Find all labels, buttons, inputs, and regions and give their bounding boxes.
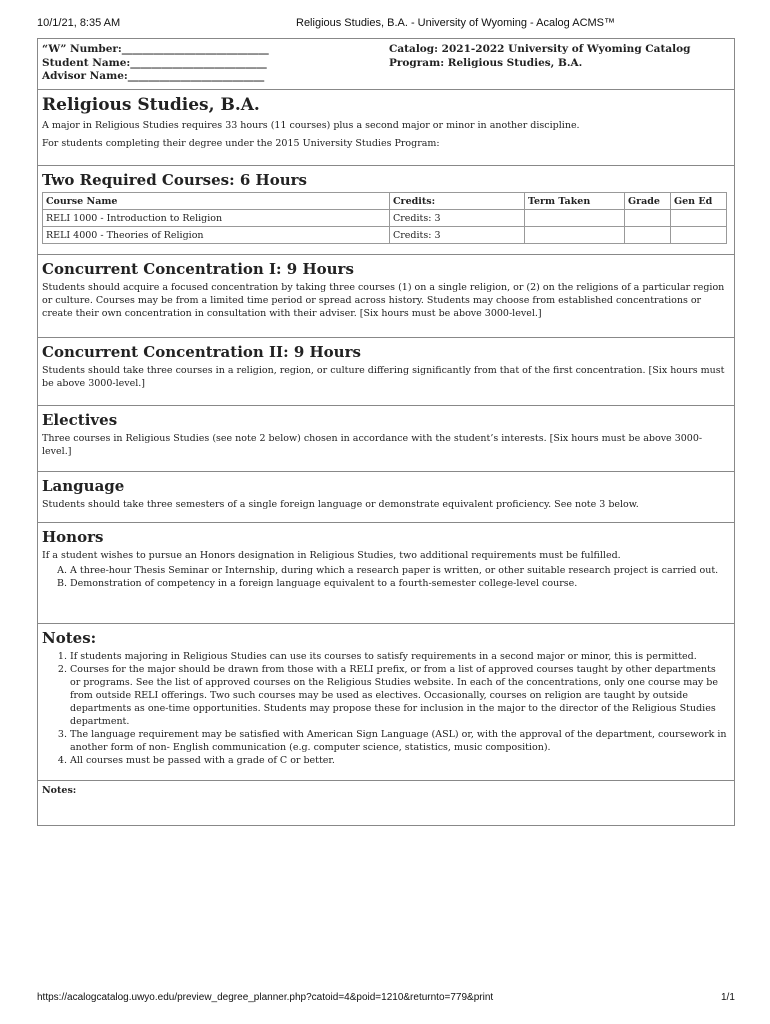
concentration-1-title: Concurrent Concentration I: 9 Hours — [42, 260, 354, 278]
electives-text: Three courses in Religious Studies (see note 2 below) chosen in accordance with the student’s interests. [Six hours must be above 3000-level.] — [42, 433, 703, 457]
print-datetime: 10/1/21, 8:35 AM — [37, 17, 121, 29]
honors-requirements-list — [42, 564, 729, 590]
program-label: Program: Religious Studies, B.A. — [389, 56, 583, 69]
grade-cell — [625, 227, 671, 244]
list-item: 2. Courses for the major should be drawn from those with a RELI prefix, or from a list of approved courses taught by other departments or programs. See the list of approved courses on the Religious Studies website. In each of the concentrations, only one course may be from outside RELI offerings. Two such courses may be used as electives. Occasionally, courses on religion are taught by outside departments as one-time opportunities. Students may propose these for inclusion in the major to the director of the Religious Studies department. — [70, 663, 729, 728]
term-taken-cell — [525, 227, 625, 244]
gen-ed-cell — [671, 227, 727, 244]
concentration-2-text: Students should take three courses in a religion, region, or culture differing significantly from that of the first concentration. [Six hours must be above 3000-level.] — [42, 365, 725, 389]
credits-cell: Credits: 3 — [390, 210, 525, 227]
col-course-name: Course Name — [43, 193, 390, 210]
language-title: Language — [42, 477, 125, 495]
honors-text: If a student wishes to pursue an Honors designation in Religious Studies, two additional requirements must be fulfilled. — [42, 550, 621, 561]
intro-text: A major in Religious Studies requires 33 hours (11 courses) plus a second major or minor in another discipline. — [42, 120, 580, 131]
grade-cell — [625, 210, 671, 227]
w-number-field: “W” Number:____________________________ — [42, 43, 269, 55]
intro-usp-text: For students completing their degree under the 2015 University Studies Program: — [42, 138, 440, 149]
honors-section — [38, 528, 734, 624]
student-info-section — [38, 39, 734, 90]
col-gen-ed: Gen Ed — [671, 193, 727, 210]
required-courses-title: Two Required Courses: 6 Hours — [42, 171, 307, 189]
honors-title: Honors — [42, 528, 104, 546]
col-grade: Grade — [625, 193, 671, 210]
language-text: Students should take three semesters of a single foreign language or demonstrate equivalent proficiency. See note 3 below. — [42, 499, 639, 510]
credits-cell: Credits: 3 — [390, 227, 525, 244]
required-courses-section — [38, 171, 734, 255]
language-section — [38, 477, 734, 523]
list-item: 4. All courses must be passed with a grade of C or better. — [70, 754, 729, 767]
col-term-taken: Term Taken — [525, 193, 625, 210]
concentration-2-section — [38, 343, 734, 406]
student-name-field: Student Name:__________________________ — [42, 56, 267, 69]
concentration-1-section — [38, 260, 734, 338]
program-title: Religious Studies, B.A. — [42, 95, 260, 115]
print-page-number: 1/1 — [721, 992, 735, 1003]
gen-ed-cell — [671, 210, 727, 227]
print-page-title: Religious Studies, B.A. - University of Wyoming - Acalog ACMS™ — [296, 17, 616, 29]
notes-box — [38, 781, 734, 867]
concentration-1-text: Students should acquire a focused concentration by taking three courses (1) on a single religion, or (2) on the religions of a particular region or culture. Courses may be from a limited time period or spread across history. Students may choose from established concentrations or create their own concentration in consultation with their adviser. [Six hours must be above 3000-level.] — [42, 282, 725, 319]
electives-title: Electives — [42, 411, 118, 429]
term-taken-cell — [525, 210, 625, 227]
required-courses-table — [42, 192, 727, 244]
course-name-cell: RELI 4000 - Theories of Religion — [43, 227, 390, 244]
list-item: 3. The language requirement may be satisfied with American Sign Language (ASL) or, with the approval of the department, coursework in another form of non- English communication (e.g. computer science, statistics, music composition). — [70, 728, 729, 754]
intro-section — [38, 95, 734, 166]
advisor-name-field: Advisor Name:__________________________ — [42, 70, 265, 82]
list-item: A. A three-hour Thesis Seminar or Internship, during which a research paper is written, or other suitable research project is carried out. — [70, 564, 729, 577]
notes-box-label: Notes: — [42, 785, 77, 796]
degree-planner — [37, 38, 735, 826]
list-item: 1. If students majoring in Religious Studies can use its courses to satisfy requirements in a second major or minor, this is permitted. — [70, 650, 729, 663]
print-url: https://acalogcatalog.uwyo.edu/preview_degree_planner.php?catoid=4&poid=1210&returnto=779&print — [37, 992, 494, 1003]
course-name-cell: RELI 1000 - Introduction to Religion — [43, 210, 390, 227]
notes-title: Notes: — [42, 629, 97, 647]
list-item: B. Demonstration of competency in a foreign language equivalent to a fourth-semester college-level course. — [70, 577, 729, 590]
catalog-label: Catalog: 2021-2022 University of Wyoming Catalog — [389, 43, 691, 55]
table-row — [43, 227, 727, 244]
electives-section — [38, 411, 734, 472]
table-header-row — [43, 193, 727, 210]
table-row — [43, 210, 727, 227]
notes-list — [42, 650, 729, 767]
notes-section — [38, 629, 734, 781]
col-credits: Credits: — [390, 193, 525, 210]
concentration-2-title: Concurrent Concentration II: 9 Hours — [42, 343, 361, 361]
